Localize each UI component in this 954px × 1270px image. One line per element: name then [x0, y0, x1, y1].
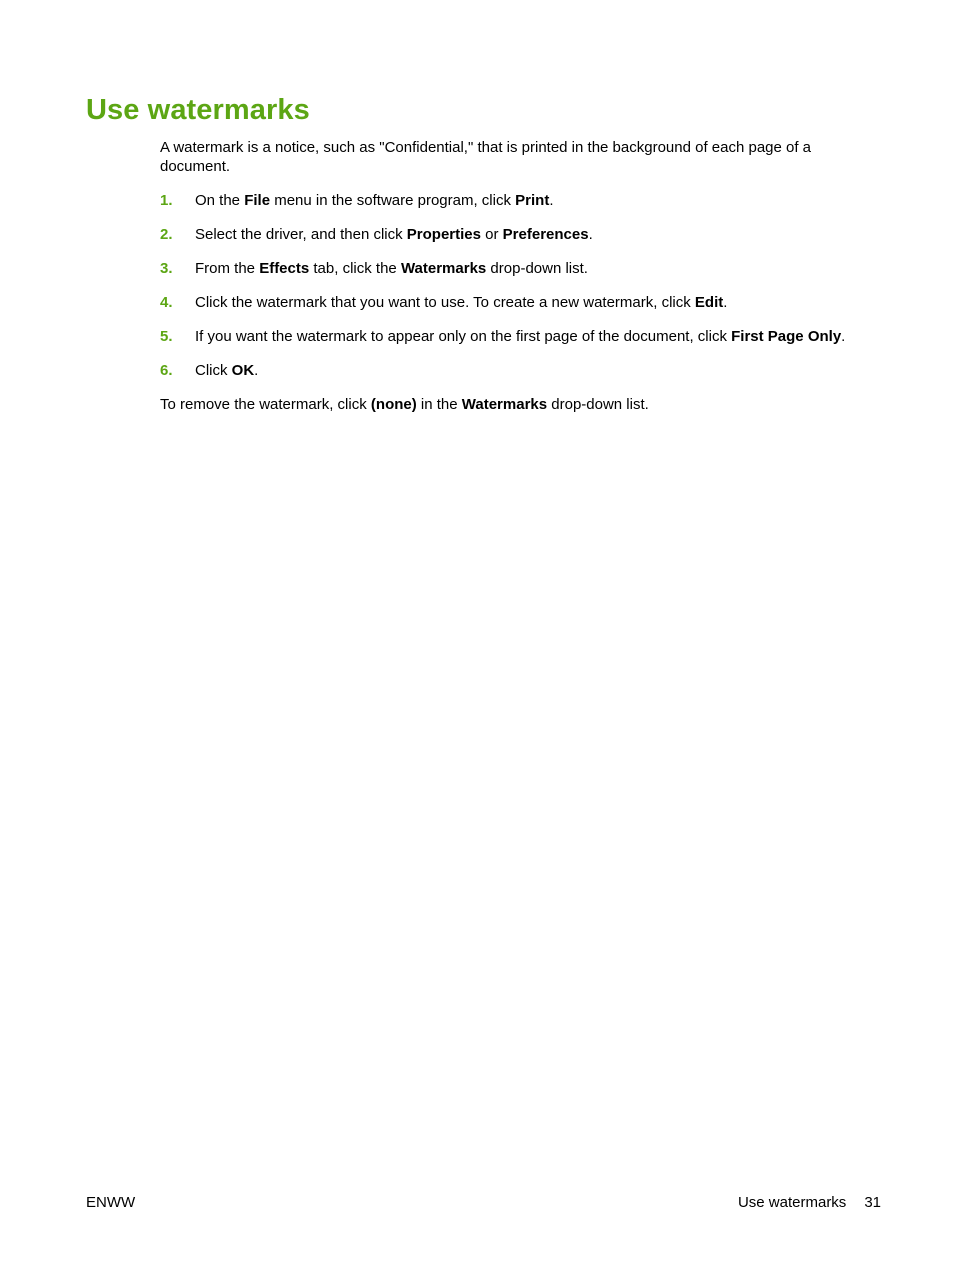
text-run: . — [841, 328, 846, 345]
text-run: . — [588, 226, 593, 243]
step-text — [195, 294, 727, 311]
text-run: On the — [195, 192, 245, 209]
bold-term: Edit — [694, 294, 724, 311]
bold-term: OK — [231, 362, 255, 379]
footer-section-title: Use watermarks — [737, 1194, 847, 1211]
step-number: 3. — [160, 260, 173, 277]
text-run: menu in the software program, click — [270, 192, 516, 209]
intro-paragraph: A watermark is a notice, such as "Confidential," that is printed in the background of each page of a document. — [160, 139, 812, 175]
page-title: Use watermarks — [86, 94, 310, 126]
text-run: If you want the watermark to appear only on the first page of the document, click — [195, 328, 732, 345]
step-number: 5. — [160, 328, 173, 345]
list-item-step-6 — [160, 361, 870, 380]
text-run: . — [254, 362, 259, 379]
text-run: . — [723, 294, 728, 311]
list-item-step-5 — [160, 327, 870, 346]
list-item-step-4 — [160, 293, 870, 312]
bold-term: File — [244, 192, 271, 209]
step-text — [195, 362, 258, 379]
step-text — [195, 328, 845, 345]
text-run: . — [549, 192, 554, 209]
step-number: 1. — [160, 192, 173, 209]
footer-page-info — [738, 1193, 881, 1212]
bold-term: First Page Only — [731, 328, 842, 345]
text-run: From the — [195, 260, 260, 277]
step-number: 2. — [160, 226, 173, 243]
step-number: 6. — [160, 362, 173, 379]
step-text — [195, 260, 588, 277]
steps-list — [160, 191, 870, 380]
outro-paragraph — [160, 395, 870, 414]
text-run: Select the driver, and then click — [195, 226, 407, 243]
list-item-step-2 — [160, 225, 870, 244]
text-run: To remove the watermark, click — [160, 396, 371, 413]
bold-term: Watermarks — [400, 260, 487, 277]
text-run: drop-down list. — [547, 396, 649, 413]
bold-term: Watermarks — [461, 396, 548, 413]
footer-page-number: 31 — [864, 1194, 881, 1211]
bold-term: Print — [515, 192, 550, 209]
text-run: tab, click the — [309, 260, 401, 277]
footer-locale: ENWW — [86, 1194, 136, 1211]
text-run: Click — [195, 362, 232, 379]
text-run: in the — [416, 396, 462, 413]
step-text — [195, 192, 554, 209]
bold-term: Properties — [406, 226, 481, 243]
bold-term: (none) — [370, 396, 417, 413]
main-content — [160, 138, 870, 414]
text-run: drop-down list. — [486, 260, 588, 277]
text-run: Click the watermark that you want to use. To create a new watermark, click — [195, 294, 695, 311]
list-item-step-1 — [160, 191, 870, 210]
step-number: 4. — [160, 294, 173, 311]
bold-term: Effects — [259, 260, 310, 277]
bold-term: Preferences — [502, 226, 589, 243]
step-text — [195, 226, 593, 243]
text-run: or — [480, 226, 503, 243]
list-item-step-3 — [160, 259, 870, 278]
